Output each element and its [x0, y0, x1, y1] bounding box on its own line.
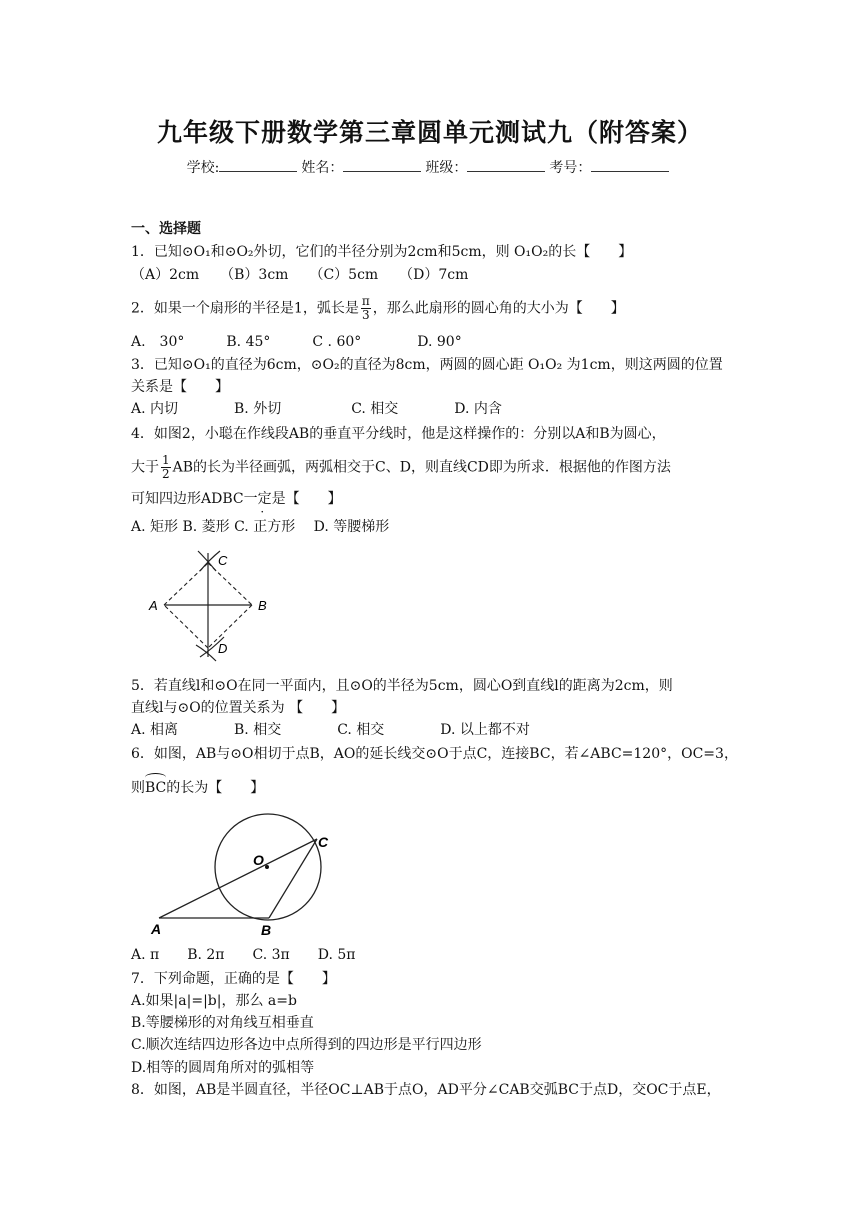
page-title: 九年级下册数学第三章圆单元测试九（附答案） — [156, 118, 703, 147]
q8-text: 8．如图，AB是半圆直径，半径OC⊥AB于点O，AD平分∠CAB交弧BC于点D，交OC于点E， — [131, 1082, 721, 1098]
q2-pre: 2．如果一个扇形的半径是1，弧长是 — [131, 300, 359, 317]
q3-line1: 3．已知⊙O₁的直径为6cm，⊙O₂的直径为8cm，两圆的圆心距 O₁O₂ 为1cm，则这两圆的位置 — [131, 357, 723, 373]
q7-option-a: A.如果|a|=|b|，那么 a=b — [131, 993, 297, 1009]
class-blank[interactable] — [467, 157, 545, 172]
section-heading: 一、选择题 — [131, 221, 201, 237]
label-c: C — [318, 834, 329, 850]
name-label: 姓名： — [301, 160, 344, 176]
q6-options: A. π B. 2π C. 3π D. 5π — [131, 947, 356, 963]
q2-fraction — [361, 295, 371, 322]
q6-line2 — [131, 778, 264, 798]
center-dot — [265, 865, 269, 869]
q3-line2: 关系是【 】 — [131, 379, 229, 395]
q4-line3-post: 【 】 — [285, 491, 342, 507]
q4-frac-num: 1 — [162, 453, 170, 467]
label-d: D — [218, 641, 228, 656]
label-c: C — [218, 553, 228, 568]
arc-top-1 — [198, 551, 216, 571]
segment-bd — [208, 605, 252, 648]
q5-options: A. 相离 B. 相交 C. 相交 D. 以上都不对 — [131, 722, 530, 738]
q7-option-b: B.等腰梯形的对角线互相垂直 — [131, 1015, 314, 1031]
segment-da — [164, 605, 208, 648]
q6-line2-post: 的长为【 】 — [166, 780, 265, 796]
q4-line1: 4．如图2，小聪在作线段AB的垂直平分线时，他是这样操作的：分别以A和B为圆心， — [131, 426, 666, 442]
q7-text: 7．下列命题，正确的是【 】 — [131, 971, 336, 987]
label-a: A — [149, 598, 158, 613]
q5-line2: 直线l与⊙O的位置关系为 【 】 — [131, 700, 346, 716]
q4-figure — [140, 545, 280, 665]
school-label: 学校: — [186, 160, 220, 176]
q2-text — [131, 295, 625, 322]
q2-post: ，那么此扇形的圆心角的大小为【 】 — [372, 300, 625, 317]
arc-top-2 — [200, 551, 220, 571]
q4-line2-pre: 大于 — [131, 459, 159, 476]
q4-line3-pre: 可知四边形ADBC — [131, 491, 244, 507]
q4-options: A. 矩形 B. 菱形 C. 正方形 D. 等腰梯形 — [131, 519, 390, 535]
q1-options: （A）2cm （B）3cm （C）5cm （D）7cm — [131, 267, 469, 283]
label-a: A — [151, 921, 162, 937]
q2-frac-den: 3 — [361, 308, 370, 322]
q4-line2-post: AB的长为半径画弧，两弧相交于C、D，则直线CD即为所求．根据他的作图方法 — [172, 459, 671, 476]
q3-options: A. 内切 B. 外切 C. 相交 D. 内含 — [131, 401, 502, 417]
q7-option-d: D.相等的圆周角所对的弧相等 — [131, 1060, 315, 1076]
q1-text: 1．已知⊙O₁和⊙O₂外切，它们的半径分别为2cm和5cm，则 O₁O₂的长【 】 — [131, 244, 633, 260]
name-blank[interactable] — [343, 157, 421, 172]
q7-option-c: C.顺次连结四边形各边中点所得到的四边形是平行四边形 — [131, 1037, 482, 1053]
q2-options: A. 30° B. 45° C . 60° D. 90° — [131, 334, 462, 350]
q4-fraction — [161, 454, 171, 481]
label-b: B — [258, 598, 267, 613]
class-label: 班级： — [425, 160, 468, 176]
label-o: O — [253, 852, 264, 868]
q5-line1: 5．若直线l和⊙O在同一平面内，且⊙O的半径为5cm，圆心O到直线l的距离为2cm，则 — [131, 678, 673, 694]
q4-frac-den: 2 — [162, 467, 170, 481]
number-label: 考号： — [549, 160, 592, 176]
arc-bc-symbol: BC — [145, 780, 167, 796]
q6-figure — [145, 805, 345, 940]
q4-emphasis: 一定是 — [243, 491, 286, 507]
q4-line2 — [131, 454, 671, 481]
school-blank[interactable] — [219, 157, 297, 172]
q2-frac-num: π — [361, 294, 370, 308]
q6-line2-pre: 则 — [131, 780, 145, 796]
student-info-line — [0, 157, 860, 177]
q4-line3 — [131, 489, 342, 509]
number-blank[interactable] — [591, 157, 669, 172]
label-b: B — [261, 922, 272, 938]
q6-line1: 6．如图，AB与⊙O相切于点B，AO的延长线交⊙O于点C，连接BC，若∠ABC=120°，OC=3， — [131, 746, 738, 762]
